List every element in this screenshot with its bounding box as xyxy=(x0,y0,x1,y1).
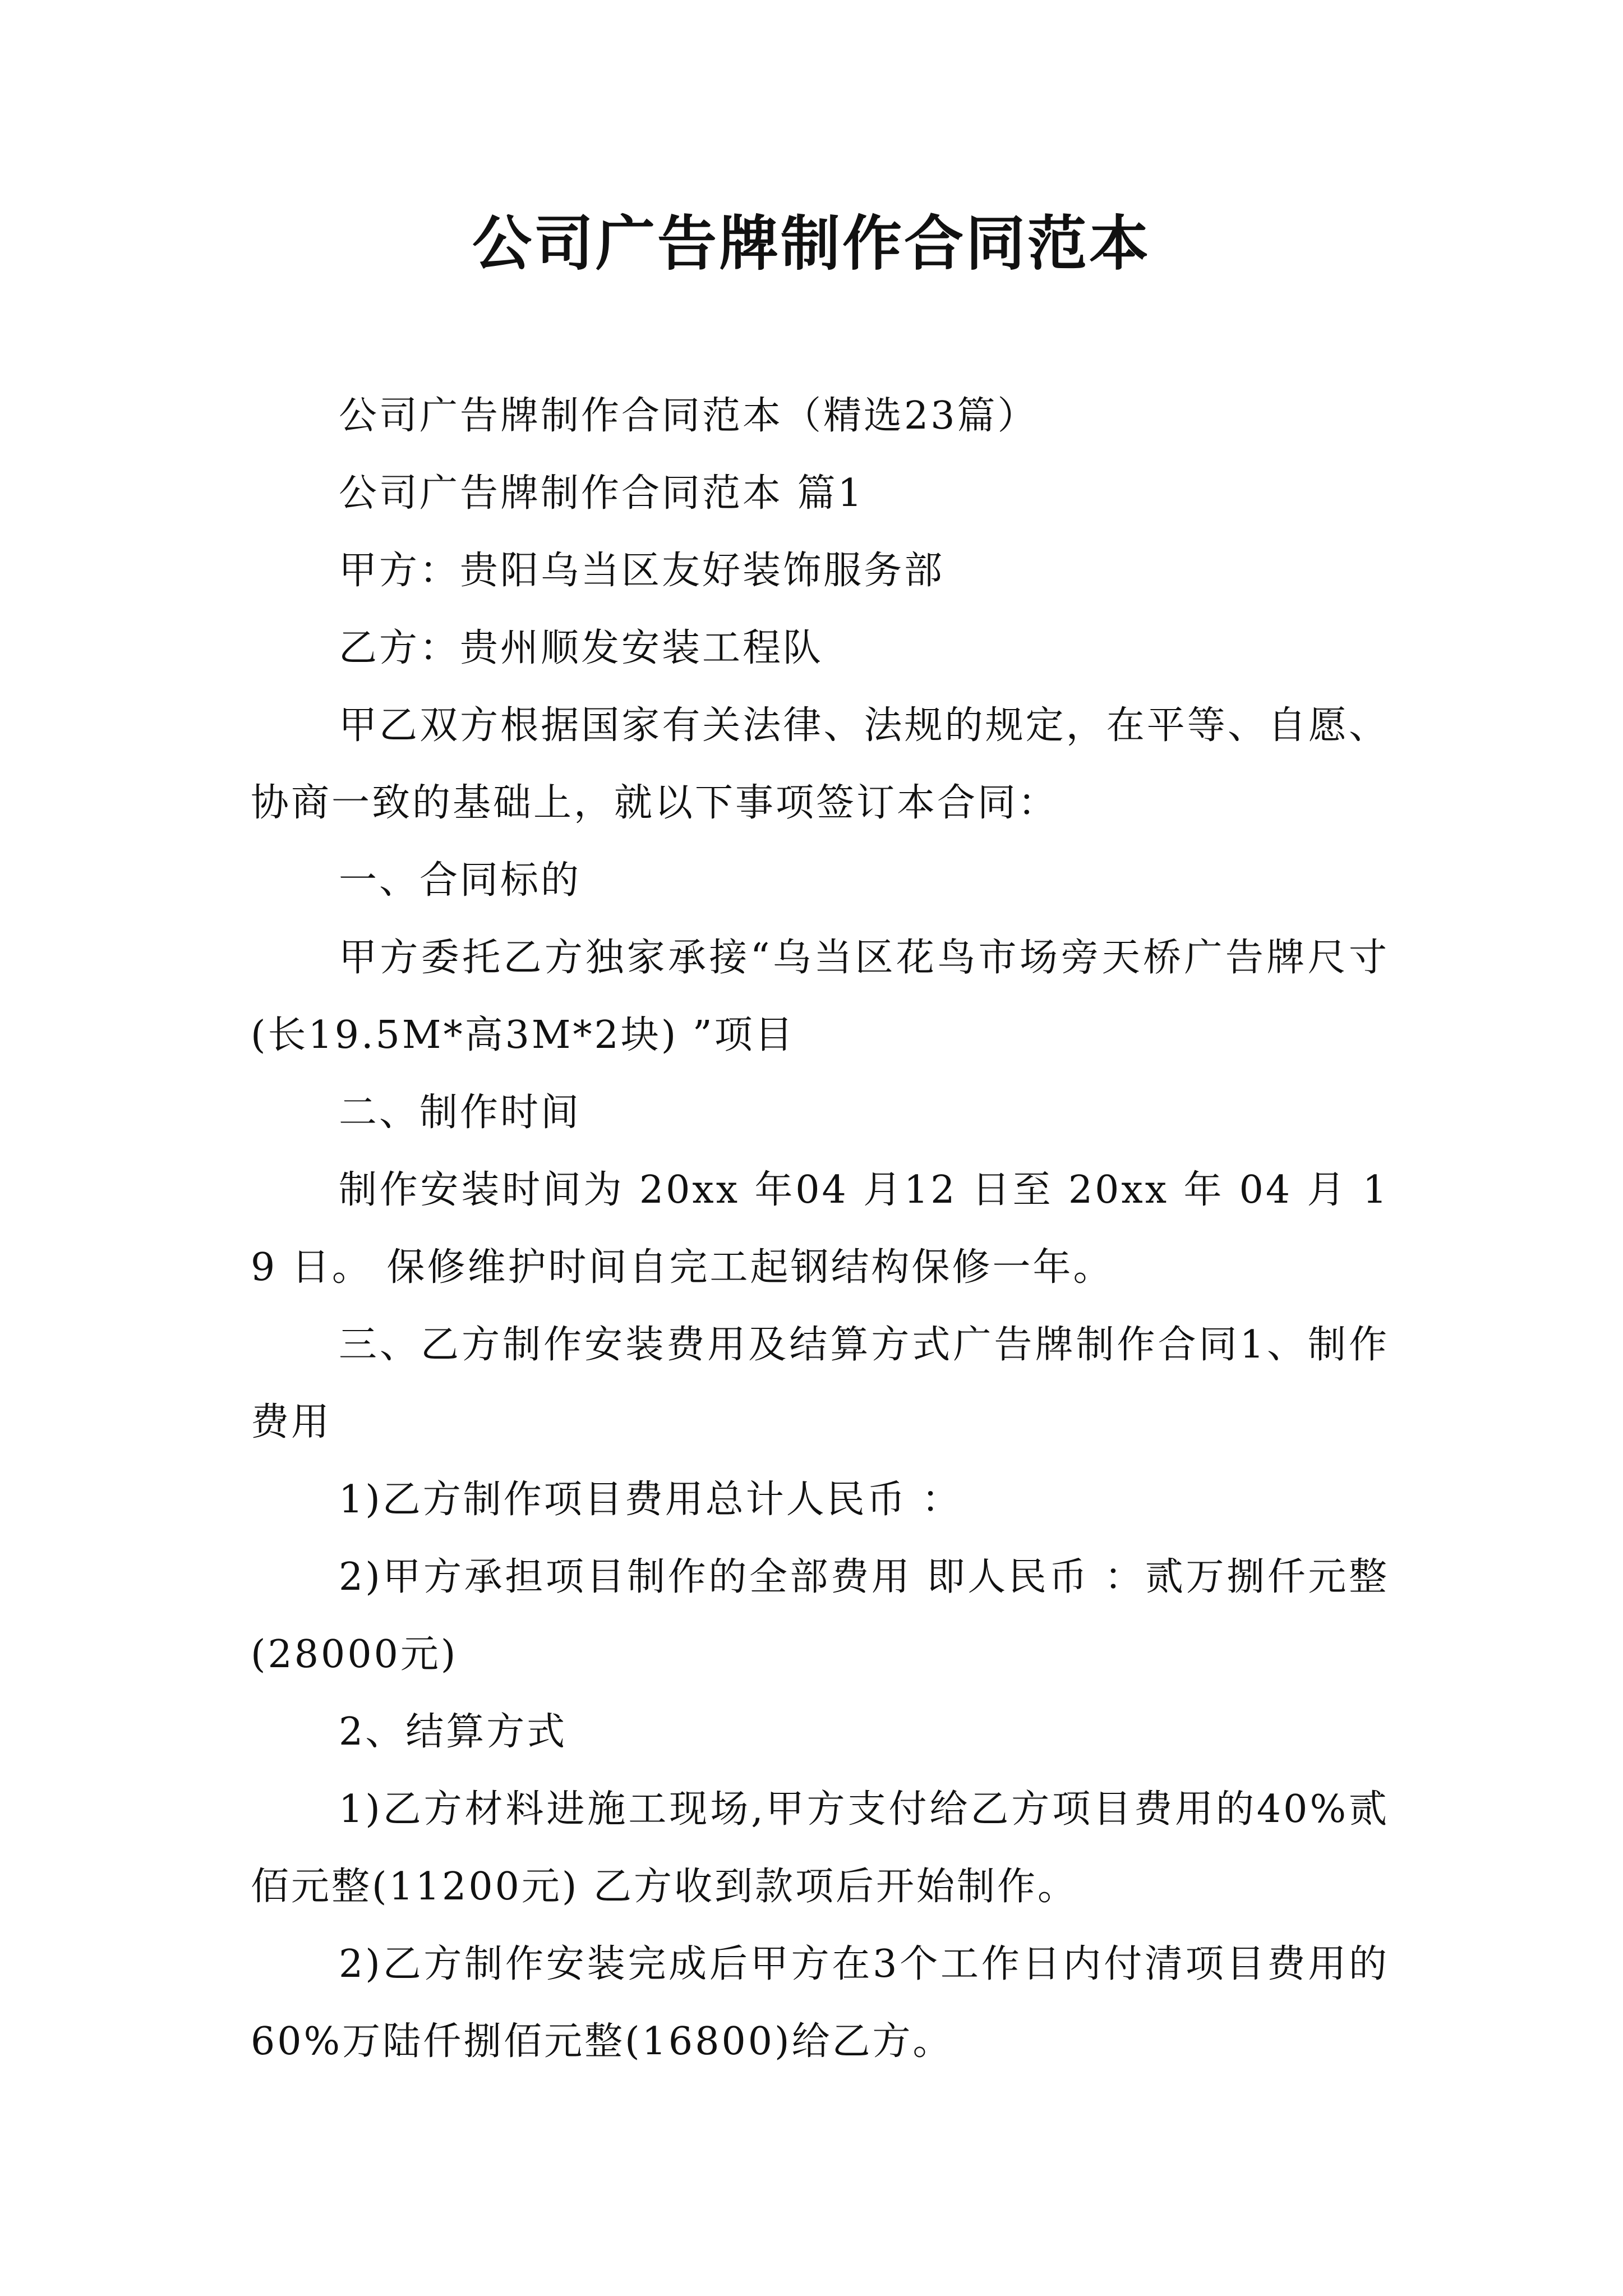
document-body xyxy=(251,378,1389,2081)
paragraph-settlement-heading: 2、结算方式 xyxy=(339,1710,568,1754)
paragraph-contract-subject: 甲方委托乙方独家承接“乌当区花鸟市场旁天桥广告牌尺寸(长19.5M*高3M*2块) ”项目 xyxy=(251,936,1389,1057)
paragraph-schedule: 制作安装时间为 20xx 年04 月12 日至 20xx 年 04 月 19 日。 保修维护时间自完工起钢结构保修一年。 xyxy=(251,1168,1389,1290)
paragraph-heading-2: 二、制作时间 xyxy=(339,1091,582,1135)
paragraph-subtitle: 公司广告牌制作合同范本（精选23篇） xyxy=(339,394,1038,438)
paragraph-heading-3: 三、乙方制作安装费用及结算方式广告牌制作合同1、制作费用 xyxy=(251,1323,1389,1444)
paragraph-cost-2: 2)甲方承担项目制作的全部费用 即人民币 ：贰万捌仟元整(28000元) xyxy=(251,1555,1389,1677)
paragraph-settlement-2: 2)乙方制作安装完成后甲方在3个工作日内付清项目费用的60%万陆仟捌佰元整(16800)给乙方。 xyxy=(251,1942,1389,2064)
paragraph-cost-1: 1)乙方制作项目费用总计人民币 ： xyxy=(339,1478,962,1522)
paragraph-section-heading: 公司广告牌制作合同范本 篇1 xyxy=(339,471,864,516)
paragraph-party-a: 甲方：贵阳乌当区友好装饰服务部 xyxy=(339,549,945,593)
document-title: 公司广告牌制作合同范本 xyxy=(472,209,1151,278)
paragraph-preamble: 甲乙双方根据国家有关法律、法规的规定，在平等、自愿、协商一致的基础上，就以下事项签订本合同： xyxy=(251,703,1389,825)
paragraph-party-b: 乙方：贵州顺发安装工程队 xyxy=(339,626,824,670)
paragraph-heading-1: 一、合同标的 xyxy=(339,858,582,903)
paragraph-settlement-1: 1)乙方材料进施工现场,甲方支付给乙方项目费用的40%贰佰元整(11200元) 乙方收到款项后开始制作。 xyxy=(251,1787,1389,1909)
